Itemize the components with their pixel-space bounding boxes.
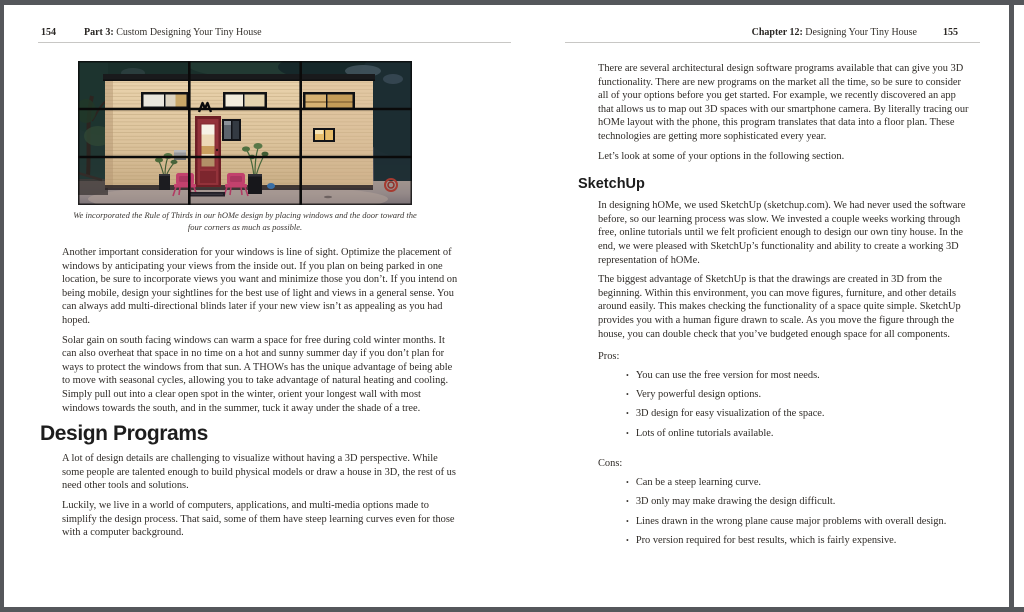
left-page-number: 154 (41, 27, 56, 38)
list-item (626, 476, 970, 490)
bullet-glyph: • (626, 497, 629, 507)
list-item (626, 427, 970, 441)
body-paragraph: The biggest advantage of SketchUp is that the drawings are created in 3D from the beginning. Within this environment, you can move figures, furniture, and other details around easily. This makes checking the functionality of a space quite simple. SketchUp provides you with a human figure drawn to scale. As you move the figure through the house, you can double check that you’ve budgeted enough space for all components. (598, 274, 961, 340)
tiny-house-dusk-photo (78, 61, 412, 205)
right-body (578, 62, 970, 548)
sketchup-heading: SketchUp (578, 176, 645, 193)
left-running-head-text (84, 26, 262, 39)
list-item-text: 3D only may make drawing the design difficult. (635, 496, 836, 508)
clerestory-window-right (303, 92, 355, 110)
bullet-glyph: • (626, 536, 629, 546)
photo-caption: We incorporated the Rule of Thirds in our hOMe design by placing windows and the door toward the four corners as much as possible. (73, 210, 417, 232)
list-item-text: You can use the free version for most needs. (635, 369, 820, 381)
body-paragraph: There are several architectural design software programs available that can give you 3D functionality. There are new programs on the market all the time, so be sure to consider all of your options before you get started. For example, we recently discovered an app that allows us to map out 3D spaces with our smartphone camera. By literally tracing our hOMe layout with the phone, this program translates that data into a floor plan. These technologies are getting more sophisticated every year. (598, 63, 969, 142)
list-item-text: Lines drawn in the wrong plane cause major problems with overall design. (635, 515, 947, 527)
scan-edge-bottom (0, 607, 1024, 612)
pros-list (598, 369, 970, 441)
part-label: Part 3: (84, 27, 114, 38)
chapter-label: Chapter 12: (751, 27, 803, 38)
right-header-rule (565, 42, 980, 43)
bullet-glyph: • (626, 370, 629, 380)
left-body-top (62, 246, 458, 415)
list-item (626, 388, 970, 402)
pros-label: Pros: (598, 351, 620, 363)
list-item (626, 515, 970, 529)
list-item (626, 407, 970, 421)
tiny-house-photo-illustration (78, 61, 412, 205)
list-item-text: 3D design for easy visualization of the space. (635, 408, 825, 420)
body-paragraph: Solar gain on south facing windows can warm a space for free during cold winter months. It can also overheat that space in no time on a hot and sunny summer day if you don’t plan for ways to protect the windows from that sun. A THOWs has the unique advantage of being able to move with seasonal cycles, allowing you to take advantage of natural heating and cooling. Simply pull out into a clear open spot in the winter, orient your longest wall with most windows towards the south, and in the summer, tuck it away under the shade of a tree. (62, 334, 453, 414)
scan-edge-right (1009, 0, 1014, 612)
bullet-glyph: • (626, 409, 629, 419)
clerestory-window-middle (223, 92, 267, 109)
left-body-bottom (62, 452, 458, 540)
body-paragraph: A lot of design details are challenging to visualize without having a 3D perspective. While some people are talented enough to build physical models or draw a house in 3D, the rest of us need other tools and solutions. (62, 453, 456, 492)
left-page (38, 26, 511, 546)
blue-pot (267, 183, 275, 189)
design-programs-heading: Design Programs (40, 422, 208, 446)
body-paragraph: Let’s look at some of your options in the following section. (598, 150, 845, 162)
tiny-house-photo-figure (38, 61, 511, 233)
bullet-glyph: • (626, 478, 629, 488)
chapter-title: Designing Your Tiny House (805, 27, 917, 38)
bullet-glyph: • (626, 428, 629, 438)
cons-label: Cons: (598, 458, 623, 470)
right-page (565, 26, 1009, 554)
list-item (626, 534, 970, 548)
list-item (626, 495, 970, 509)
right-running-head-text (752, 26, 917, 39)
bullet-glyph: • (626, 390, 629, 400)
door-mat (188, 192, 225, 197)
scan-edge-top (0, 0, 1024, 5)
left-header-rule (38, 42, 511, 43)
clerestory-window-left (141, 92, 189, 109)
list-item-text: Very powerful design options. (635, 389, 762, 401)
part-title: Custom Designing Your Tiny House (116, 27, 262, 38)
body-paragraph: Another important consideration for your windows is line of sight. Optimize the placement of windows by anticipating your views from the inside out. If you plan on being parked in one location, be sure to incorporate views you want and minimize those you don’t. If you intend on being mobile, design your sightlines for the best use of light and views in a general sense. You can always add multi-directional blinds later if your new view isn’t as appealing as you had hoped. (62, 247, 458, 326)
list-item-text: Pro version required for best results, which is fairly expensive. (635, 535, 897, 547)
cons-list (598, 476, 970, 548)
right-page-number: 155 (943, 27, 958, 38)
list-item-text: Can be a steep learning curve. (635, 477, 762, 489)
body-paragraph: Luckily, we live in a world of computers, applications, and multi-media options made to simplify the design process. That said, some of them have steep learning curves even for those with a computer background. (62, 499, 455, 539)
bullet-glyph: • (626, 516, 629, 526)
left-running-header (38, 26, 511, 39)
door-side-window (222, 119, 241, 141)
right-running-header (565, 26, 1009, 39)
front-door (195, 116, 221, 187)
lit-side-window (313, 128, 335, 142)
list-item-text: Lots of online tutorials available. (635, 427, 774, 439)
list-item (626, 369, 970, 383)
scan-edge-left (0, 0, 4, 612)
body-paragraph: In designing hOMe, we used SketchUp (sketchup.com). We had never used the software before, so our learning process was slow. We invested a couple weeks working through free, online tutorials until we felt proficient enough to design our own tiny house. In the end, we were pleased with SketchUp’s functionality and ability to create a working 3D representation of hOMe. (598, 200, 966, 266)
utility-box (174, 150, 186, 160)
